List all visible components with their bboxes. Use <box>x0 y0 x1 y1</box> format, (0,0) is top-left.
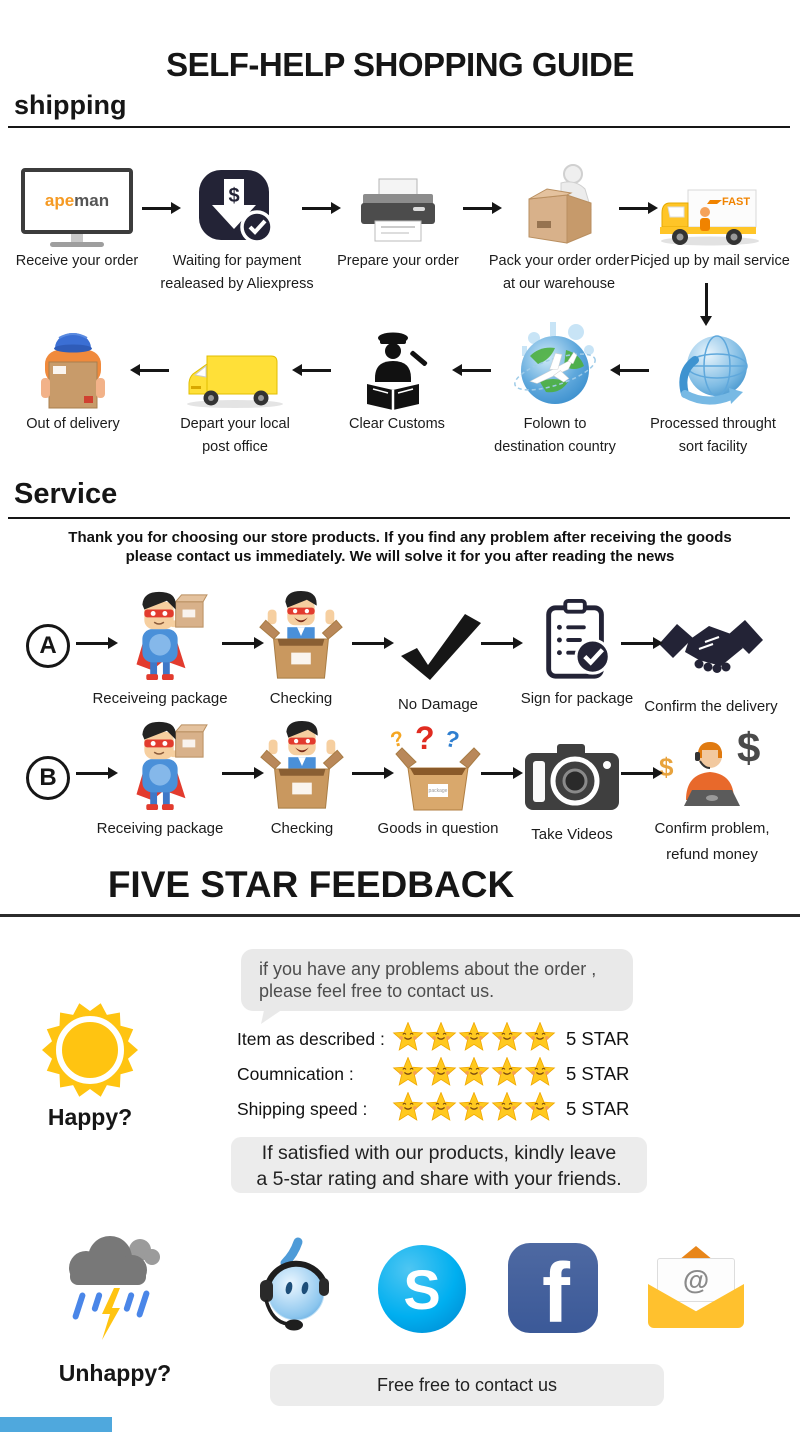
arrow-right-icon <box>352 772 385 775</box>
globe-plane-icon <box>510 320 600 410</box>
smiley-star-icon <box>425 1057 457 1087</box>
apeman-logo: ape <box>44 191 75 210</box>
smiley-star-icon <box>425 1092 457 1122</box>
arrow-left-icon <box>301 369 331 372</box>
contact-note: Free free to contact us <box>270 1364 664 1406</box>
skype-icon: S <box>378 1245 466 1333</box>
rating-label: Item as described : <box>237 1029 385 1049</box>
service-section-heading: Service <box>14 478 118 510</box>
step-label: Goods in question <box>377 820 499 837</box>
arrow-right-icon <box>302 207 332 210</box>
step-label: Receiveing package <box>92 690 228 707</box>
rating-stars <box>392 1022 556 1052</box>
arrow-right-icon <box>621 772 654 775</box>
dollar-sign: $ <box>659 752 674 782</box>
satisfied-note: If satisfied with our products, kindly leave a 5-star rating and share with your friends. <box>231 1137 647 1193</box>
question-box-icon <box>392 746 484 812</box>
divider <box>8 517 790 519</box>
step-b-checking <box>227 730 377 838</box>
pack-box-icon <box>513 163 605 247</box>
step-label: Prepare your order <box>337 253 459 269</box>
svg-text:$: $ <box>228 185 240 207</box>
sun-icon <box>40 1000 140 1105</box>
step-label: No Damage <box>397 696 479 713</box>
arrow-right-icon <box>222 772 255 775</box>
smiley-star-icon <box>491 1092 523 1122</box>
step-label: Picjed up by mail service <box>630 253 790 269</box>
smiley-star-icon <box>458 1022 490 1052</box>
flow-a-badge: A <box>26 624 70 668</box>
arrow-right-icon <box>619 207 649 210</box>
step-label: Sign for package <box>520 690 634 707</box>
sign-clipboard-icon <box>536 598 618 682</box>
step-receive-order <box>0 163 165 270</box>
feedback-speech-bubble: if you have any problems about the order , please feel free to contact us. <box>241 949 633 1011</box>
rating-score: 5 STAR <box>566 1063 630 1084</box>
step-label: Waiting for payment <box>172 253 302 269</box>
arrow-right-icon <box>463 207 493 210</box>
post-van-icon <box>183 348 287 410</box>
rain-cloud-icon <box>58 1226 173 1359</box>
hero-package-icon <box>112 718 208 812</box>
arrow-left-icon <box>139 369 169 372</box>
step-depart-post-office: Depart your local post office <box>147 326 323 456</box>
email-icon <box>648 1246 744 1328</box>
wangwang-support-icon <box>252 1236 340 1341</box>
smiley-star-icon <box>524 1022 556 1052</box>
checkmark-icon <box>395 610 481 682</box>
printer-icon <box>355 177 441 247</box>
step-a-confirm-delivery <box>636 600 786 716</box>
arrow-left-icon <box>619 369 649 372</box>
step-clear-customs <box>309 326 485 433</box>
step-a-checking <box>226 600 376 708</box>
smiley-star-icon <box>491 1022 523 1052</box>
step-label: Folown to <box>523 416 587 432</box>
payment-released-icon <box>198 169 276 247</box>
step-pack-order: Pack your order order at our warehouse <box>471 163 647 293</box>
step-b-take-videos <box>497 730 647 844</box>
camera-icon <box>523 744 621 812</box>
svg-text:package: package <box>428 788 448 794</box>
envelope-paper <box>657 1258 735 1302</box>
smiley-star-icon <box>524 1092 556 1122</box>
handshake-icon <box>659 614 763 682</box>
arrow-right-icon <box>76 642 109 645</box>
step-label: Depart your local <box>180 416 290 432</box>
hero-package-icon <box>112 588 208 682</box>
step-b-confirm-refund: $ $ Confirm problem, refund money <box>637 730 787 864</box>
step-label: Confirm the delivery <box>644 698 778 715</box>
smiley-star-icon <box>458 1057 490 1087</box>
step-label: Receiving package <box>96 820 224 837</box>
arrow-right-icon <box>481 772 514 775</box>
sort-globe-icon <box>671 330 755 410</box>
step-b-goods-in-question <box>363 720 513 838</box>
step-out-of-delivery <box>0 326 161 433</box>
smiley-star-icon <box>491 1057 523 1087</box>
arrow-down-icon <box>705 283 708 317</box>
monitor-apeman-icon: ape man <box>21 168 133 247</box>
flow-b-badge: B <box>26 756 70 800</box>
step-label: Pack your order order <box>488 253 630 269</box>
step-a-receiving-package <box>85 600 235 708</box>
svg-text:FAST: FAST <box>722 196 751 208</box>
smiley-star-icon <box>524 1057 556 1087</box>
step-label: Out of delivery <box>26 416 120 432</box>
unhappy-label: Unhappy? <box>58 1360 172 1386</box>
arrow-right-icon <box>621 642 654 645</box>
rating-label: Shipping speed : <box>237 1099 368 1119</box>
rating-stars <box>392 1092 556 1122</box>
smiley-star-icon <box>425 1022 457 1052</box>
arrow-right-icon <box>352 642 385 645</box>
step-label: Take Videos <box>531 826 613 843</box>
divider <box>8 126 790 128</box>
step-label: Confirm problem, <box>654 820 770 837</box>
customs-officer-icon <box>361 330 433 410</box>
facebook-icon: f <box>508 1243 598 1333</box>
arrow-right-icon <box>222 642 255 645</box>
rating-score: 5 STAR <box>566 1028 630 1049</box>
step-b-receiving-package <box>85 730 235 838</box>
step-a-no-damage <box>363 600 513 714</box>
smiley-star-icon <box>392 1092 424 1122</box>
step-label: Processed throught <box>650 416 776 432</box>
step-label: Clear Customs <box>349 416 445 432</box>
rating-stars <box>392 1057 556 1087</box>
happy-label: Happy? <box>47 1104 133 1130</box>
question-mark: ? <box>388 726 407 753</box>
feedback-section-heading: FIVE STAR FEEDBACK <box>107 864 515 905</box>
rating-label: Coumnication : <box>237 1064 354 1084</box>
hero-checking-icon <box>254 720 350 812</box>
question-mark: ? <box>415 720 435 756</box>
hero-checking-icon <box>253 590 349 682</box>
step-flown-to-destination: Folown to destination country <box>467 326 643 456</box>
arrow-right-icon <box>76 772 109 775</box>
fast-truck-icon <box>658 185 762 247</box>
step-prepare-order <box>310 163 486 270</box>
divider <box>0 914 800 917</box>
smiley-star-icon <box>392 1057 424 1087</box>
service-note: Thank you for choosing our store products. If you find any problem after receiving the goods please contact us immediately. We will solve it for you after reading the news <box>68 529 732 565</box>
at-sign: @ <box>682 1264 710 1295</box>
step-label: Receive your order <box>15 253 139 269</box>
step-label: Checking <box>269 690 333 707</box>
dollar-sign: $ <box>737 724 761 771</box>
step-label: Checking <box>270 820 334 837</box>
step-picked-up <box>622 163 798 270</box>
shipping-section-heading: shipping <box>14 90 127 120</box>
page-title: SELF-HELP SHOPPING GUIDE <box>166 46 634 83</box>
step-a-sign-package <box>502 600 652 708</box>
arrow-right-icon <box>142 207 172 210</box>
smiley-star-icon <box>458 1092 490 1122</box>
step-waiting-payment: $ Waiting for payment realeased by Aliexpress <box>149 163 325 293</box>
step-sort-facility: Processed throught sort facility <box>625 326 800 456</box>
question-mark: ? <box>442 724 462 754</box>
rating-score: 5 STAR <box>566 1098 630 1119</box>
smiley-star-icon <box>392 1022 424 1052</box>
arrow-left-icon <box>461 369 491 372</box>
footer-accent-bar <box>0 1417 112 1432</box>
delivery-man-icon <box>29 326 117 410</box>
arrow-right-icon <box>481 642 514 645</box>
